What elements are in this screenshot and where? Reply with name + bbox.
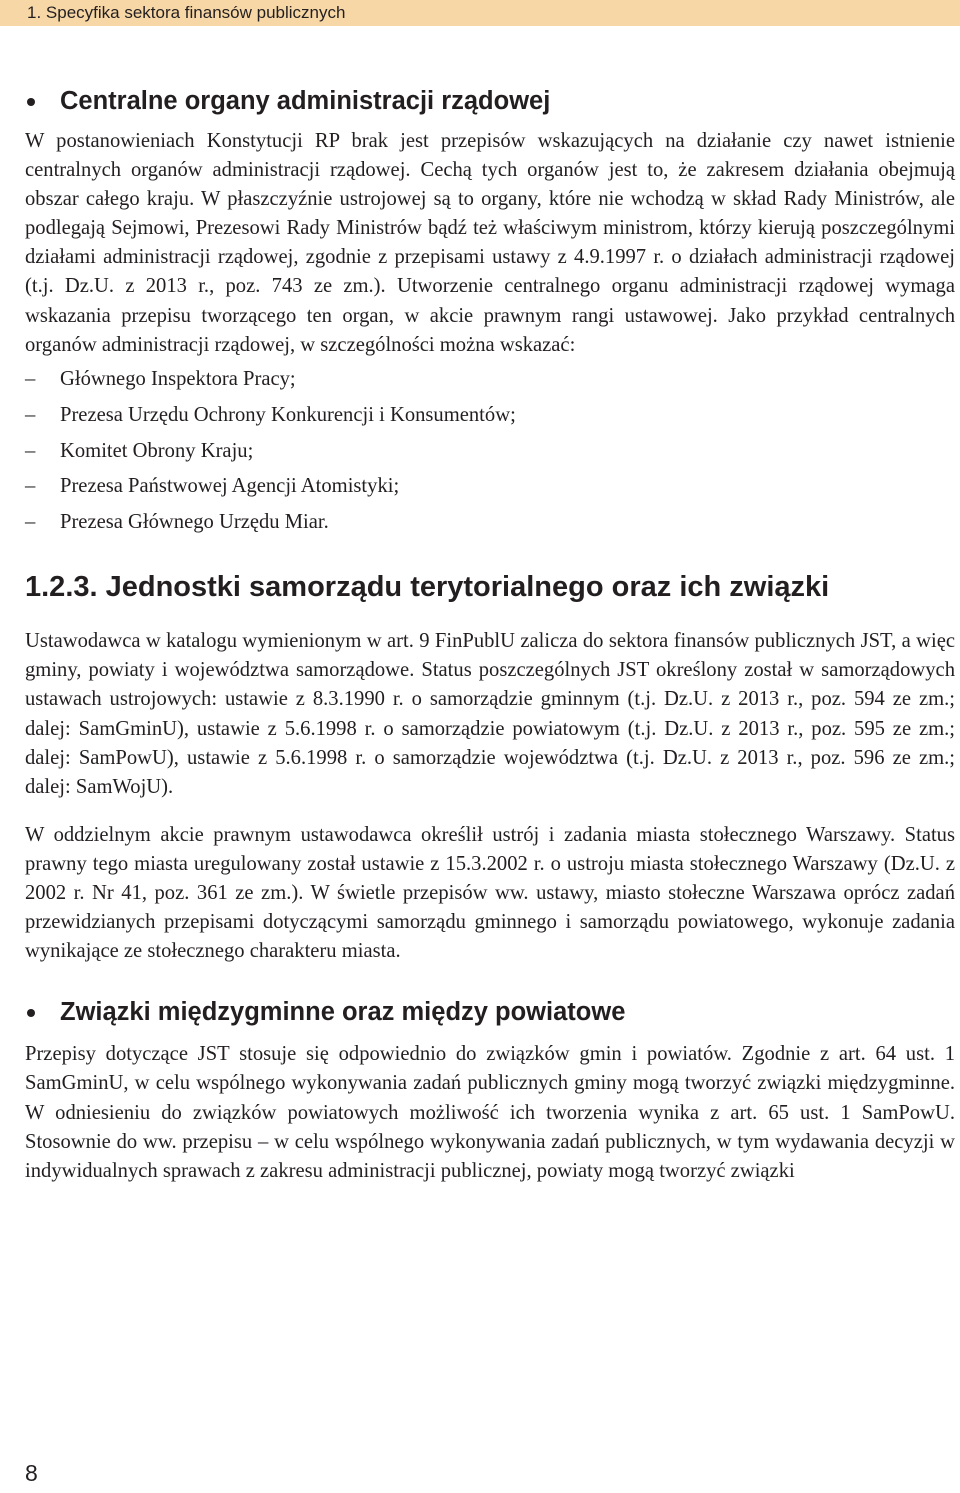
list-item: [25, 469, 955, 505]
section-heading-central-organs: [25, 85, 955, 117]
section-title-jst: 1.2.3. Jednostki samorządu terytorialnego oraz ich związki: [25, 571, 830, 604]
section-heading-text: Związki międzygminne oraz między powiatowe: [60, 998, 626, 1027]
paragraph-unions: Przepisy dotyczące JST stosuje się odpowiednio do związków gmin i powiatów. Zgodnie z art. 64 ust. 1 SamGminU, w celu wspólnego wykonywania zadań publicznych gminy mogą tworzyć związki międzygminne. W odniesieniu do związków powiatowych możliwość ich tworzenia wynika z art. 65 ust. 1 SamPowU. Stosownie do ww. przepisu – w celu wspólnego wykonywania zadań publicznych, w tym wydawania decyzji w indywidualnych sprawach z zakresu administracji publicznej, powiaty mogą tworzyć związki: [25, 1043, 955, 1182]
dash-marker: –: [25, 367, 36, 390]
dash-marker: –: [25, 403, 36, 426]
paragraph-central-organs: W postanowieniach Konstytucji RP brak jest przepisów wskazujących na działanie czy nawet istnienie centralnych organów administracji rządowej. Cechą tych organów jest to, że zakresem działania obejmują obszar całego kraju. W płaszczyźnie ustrojowej są to organy, które nie wchodzą w skład Rady Ministrów, ale podlegają Sejmowi, Prezesowi Rady Ministrów bądź też właściwym ministrom, którzy kierują poszczególnymi działami administracji rządowej, zgodnie z przepisami ustawy z 4.9.1997 r. o działach administracji rządowej (t.j. Dz.U. z 2013 r., poz. 743 ze zm.). Utworzenie centralnego organu administracji rządowej wymaga wskazania przepisu tworzącego ten organ, w akcie prawnym rangi ustawowej. Jako przykład centralnych organów administracji rządowej, w szczególności można wskazać:: [25, 130, 955, 356]
dash-marker: –: [25, 439, 36, 462]
bullet-icon: [27, 98, 35, 106]
list-item-text: Komitet Obrony Kraju;: [60, 439, 254, 462]
section-heading-unions: [25, 996, 955, 1028]
running-header: [0, 0, 960, 26]
section-heading-text: Centralne organy administracji rządowej: [60, 87, 551, 115]
dash-marker: –: [25, 511, 36, 534]
list-item-text: Prezesa Urzędu Ochrony Konkurencji i Konsumentów;: [60, 403, 516, 426]
dash-marker: –: [25, 475, 36, 498]
list-item: [25, 362, 955, 398]
running-header-title: 1. Specyfika sektora finansów publicznych: [27, 3, 346, 22]
central-organs-list: [25, 362, 955, 542]
paragraph-jst-status: Ustawodawca w katalogu wymienionym w art. 9 FinPublU zalicza do sektora finansów publicznych JST, a więc gminy, powiaty i województwa samorządowe. Status poszczególnych JST określony został w samorządowych ustawach ustrojowych: ustawie z 8.3.1990 r. o samorządzie gminnym (t.j. Dz.U. z 2013 r., poz. 594 ze zm.; dalej: SamGminU), ustawie z 5.6.1998 r. o samorządzie powiatowym (t.j. Dz.U. z 2013 r., poz. 595 ze zm.; dalej: SamPowU), ustawie z 5.6.1998 r. o samorządzie województwa (t.j. Dz.U. z 2013 r., poz. 596 ze zm.; dalej: SamWojU).: [25, 630, 955, 798]
list-item: [25, 434, 955, 470]
list-item-text: Prezesa Państwowej Agencji Atomistyki;: [60, 475, 400, 498]
list-item: [25, 398, 955, 434]
list-item-text: Głównego Inspektora Pracy;: [60, 367, 296, 390]
page-content: [25, 85, 955, 1186]
list-item: [25, 505, 955, 541]
bullet-icon: [27, 1009, 35, 1017]
page-number: 8: [25, 1460, 38, 1486]
paragraph-warsaw: W oddzielnym akcie prawnym ustawodawca określił ustrój i zadania miasta stołecznego Warszawy. Status prawny tego miasta uregulowany został ustawie z 15.3.2002 r. o ustroju miasta stołecznego Warszawy (Dz.U. z 2002 r. Nr 41, poz. 361 ze zm.). W świetle przepisów ww. ustawy, miasto stołeczne Warszawa oprócz zadań przewidzianych przepisami dotyczącymi samorządu gminnego i samorządu powiatowego, wykonuje zadania wynikające ze stołecznego charakteru miasta.: [25, 823, 955, 963]
list-item-text: Prezesa Głównego Urzędu Miar.: [60, 511, 329, 534]
